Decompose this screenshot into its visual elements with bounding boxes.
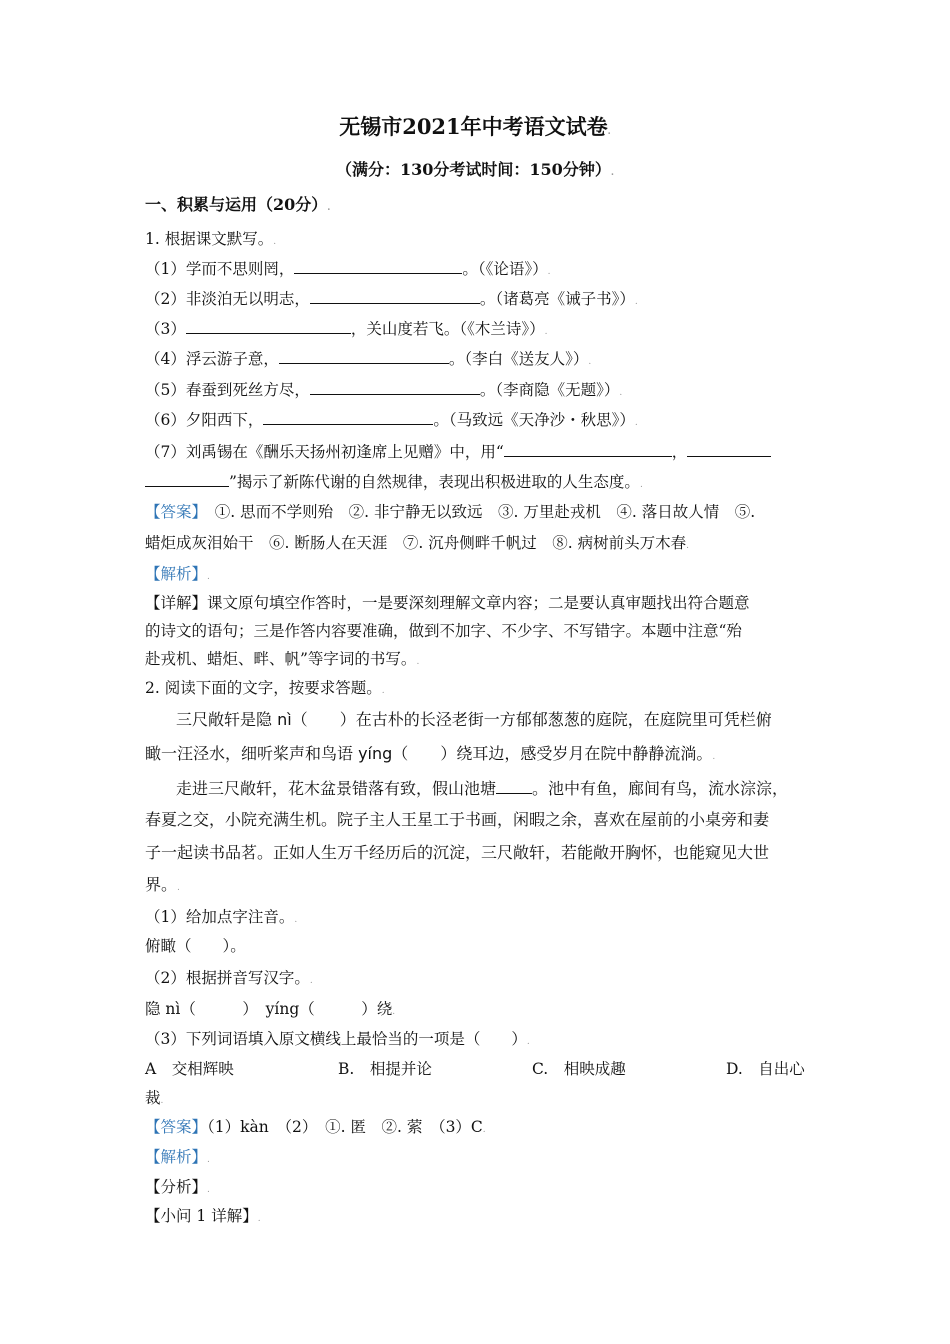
q1-stem: 1. 根据课文默写。. <box>145 230 277 248</box>
q1-item-6: （6）夕阳西下， 。（马致远《天净沙・秋思》）. <box>145 408 815 434</box>
passage-line: 走进三尺敞轩，花木盆景错落有致，假山池塘 。池中有鱼，廊间有鸟，流水淙淙， <box>176 779 789 798</box>
q2-analysis: 【解析】. <box>145 1148 210 1166</box>
q1-answer: 【答案】 ①. 思而不学则殆 ②. 非宁静无以致远 ③. 万里赴戎机 ④. 落日故人情 ⑤. <box>145 503 756 521</box>
option-b[interactable]: B. 相提并论 <box>338 1060 432 1078</box>
passage-line: 界。. <box>145 875 180 894</box>
answer-blank[interactable] <box>279 347 449 364</box>
q1-answer-cont: 蜡炬成灰泪始干 ⑥. 断肠人在天涯 ⑦. 沉舟侧畔千帆过 ⑧. 病树前头万木春. <box>145 534 689 552</box>
answer-blank[interactable] <box>263 408 433 425</box>
answer-blank[interactable] <box>310 287 480 304</box>
section-heading: 一、积累与运用（20分）. <box>145 195 331 214</box>
q1-detail-2: 的诗文的语句；三是作答内容要准确，做到不加字、不少字、不写错字。本题中注意“殆 <box>145 622 742 640</box>
passage-line: 三尺敞轩是隐 nì（ ）在古朴的长泾老街一方郁郁葱葱的庭院，在庭院里可凭栏俯 <box>176 710 772 729</box>
answer-blank[interactable] <box>310 378 480 395</box>
answer-tag: 【答案】 <box>145 503 200 521</box>
q2-stem: 2. 阅读下面的文字，按要求答题。. <box>145 679 385 697</box>
passage-line: 子一起读书品茗。正如人生万千经历后的沉淀，三尺敞轩，若能敞开胸怀，也能窥见大世 <box>145 843 770 862</box>
answer-tag: 【答案】 <box>145 1118 208 1136</box>
q2-xiaowen-1: 【小问 1 详解】. <box>145 1207 261 1225</box>
answer-blank[interactable] <box>687 440 771 457</box>
q1-analysis: 【解析】. <box>145 565 210 583</box>
analysis-tag: 【解析】 <box>145 565 208 583</box>
passage-line: 瞰一汪泾水，细听桨声和鸟语 yíng（ ）绕耳边，感受岁月在院中静静流淌。. <box>145 744 716 763</box>
answer-blank[interactable] <box>294 257 462 274</box>
q1-item-3: （3） ，关山度若飞。（《木兰诗》）. <box>145 317 815 343</box>
option-d-cont: 裁. <box>145 1089 164 1107</box>
page-title: 无锡市2021年中考语文试卷. <box>339 114 611 139</box>
exam-info: （满分：130分考试时间：150分钟）. <box>336 160 614 179</box>
q1-item-7-cont: ”揭示了新陈代谢的自然规律，表现出积极进取的人生态度。. <box>145 470 815 496</box>
option-d[interactable]: D. 自出心 <box>726 1060 805 1078</box>
q2-sub-3: （3）下列词语填入原文横线上最恰当的一项是（ ）. <box>145 1030 530 1048</box>
option-c[interactable]: C. 相映成趣 <box>532 1060 626 1078</box>
q2-answer: 【答案】（1）kàn （2） ①. 匿 ②. 萦 （3）C. <box>145 1118 486 1136</box>
q1-detail-3: 赴戎机、蜡炬、畔、帆”等字词的书写。. <box>145 650 420 668</box>
q1-detail-1: 【详解】课文原句填空作答时，一是要深刻理解文章内容；二是要认真审题找出符合题意 <box>145 594 750 612</box>
analysis-tag: 【解析】 <box>145 1148 208 1166</box>
q1-item-4: （4）浮云游子意， 。（李白《送友人》）. <box>145 347 815 373</box>
q2-sub-1: （1）给加点字注音。. <box>145 908 298 926</box>
option-a[interactable]: A 交相辉映 <box>145 1060 234 1078</box>
q1-item-7: （7）刘禹锡在《酬乐天扬州初逢席上见赠》中，用“ ， <box>145 440 815 463</box>
q2-fenxi: 【分析】. <box>145 1178 210 1196</box>
answer-blank[interactable] <box>145 470 229 487</box>
q1-item-5: （5）春蚕到死丝方尽， 。（李商隐《无题》）. <box>145 378 815 404</box>
answer-blank[interactable] <box>504 440 672 457</box>
q1-item-1: （1）学而不思则罔， 。（《论语》）. <box>145 257 815 283</box>
fill-blank[interactable] <box>496 777 532 794</box>
q2-sub-2: （2）根据拼音写汉字。. <box>145 969 313 987</box>
q1-item-2: （2）非淡泊无以明志， 。（诸葛亮《诫子书》）. <box>145 287 815 313</box>
q2-sub-2-line: 隐 nì（ ） yíng（ ）绕. <box>145 1000 396 1018</box>
passage-line: 春夏之交，小院充满生机。院子主人王星工于书画，闲暇之余，喜欢在屋前的小桌旁和妻 <box>145 810 770 829</box>
q2-sub-1-line: 俯瞰（ ）。 <box>145 937 246 955</box>
answer-blank[interactable] <box>186 317 351 334</box>
